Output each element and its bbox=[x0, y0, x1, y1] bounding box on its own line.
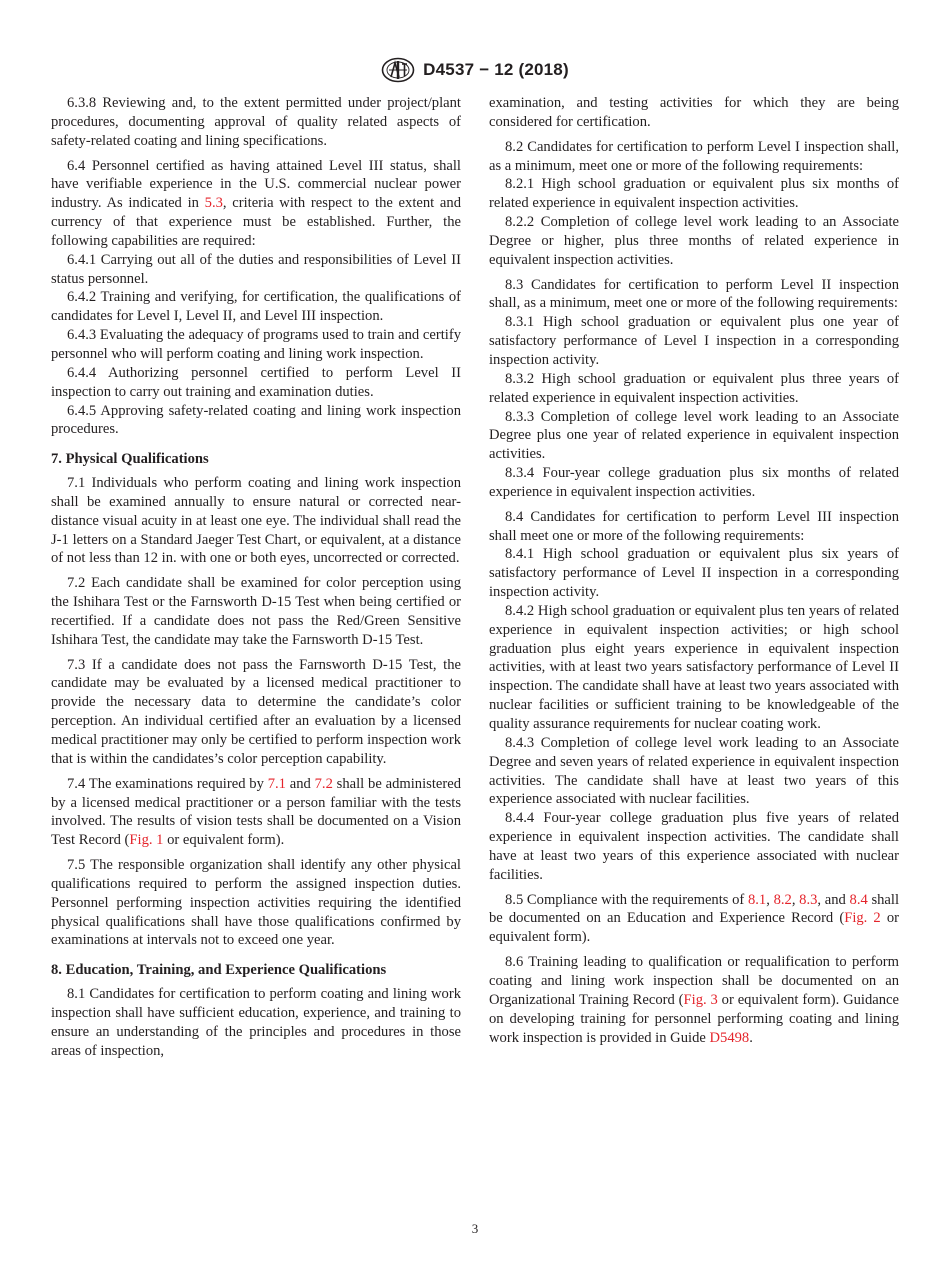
paragraph-8-4-4: 8.4.4 Four-year college graduation plus five years of related experience in equivalent inspection activities. The candidate shall have at least two years of this experience associated with nuclear facilities. bbox=[489, 810, 899, 883]
document-designation: D4537 − 12 (2018) bbox=[423, 60, 569, 79]
paragraph-8-1: 8.1 Candidates for certification to perform coating and lining work inspection shall have sufficient education, experience, and training to ensure an understanding of the principles and procedures in those areas of inspection, bbox=[51, 986, 461, 1059]
paragraph-8-4-2: 8.4.2 High school graduation or equivalent plus ten years of related experience in equivalent inspection activities; or high school graduation plus eight years experience in equivalent inspection activities, with at least two years satisfactory performance of Level II inspection. The candidate shall have at least two years associated with nuclear facilities or sufficient training to be knowledgeable of the quality assurance requirements for nuclear coating work. bbox=[489, 602, 899, 732]
right-column bbox=[489, 94, 899, 1047]
section-8-heading: 8. Education, Training, and Experience Qualifications bbox=[51, 962, 387, 979]
paragraph-8-3-1: 8.3.1 High school graduation or equivalent plus one year of satisfactory performance of Level I inspection in a corresponding inspection activity. bbox=[489, 314, 899, 368]
paragraph-8-5: 8.5 Compliance with the requirements of 8.1, 8.2, 8.3, and 8.4 shall be documented on an Education and Experience Record (Fig. 2 or equivalent form). bbox=[489, 891, 900, 946]
xref-fig-1-link[interactable]: Fig. 1 bbox=[129, 832, 164, 849]
paragraph-6-4-1: 6.4.1 Carrying out all of the duties and responsibilities of Level II status personnel. bbox=[51, 251, 461, 287]
paragraph-6-4: 6.4 Personnel certified as having attained Level III status, shall have verifiable experience in the U.S. commercial nuclear power industry. As indicated in 5.3, criteria with respect to the extent and currency of that experience must be established. Further, the following capabilities are required: bbox=[51, 157, 461, 249]
xref-d5498-link[interactable]: D5498 bbox=[709, 1029, 750, 1046]
paragraph-8-2-1: 8.2.1 High school graduation or equivalent plus six months of related experience in equivalent inspection activities. bbox=[489, 176, 899, 212]
xref-8-2-link[interactable]: 8.2 bbox=[773, 891, 792, 908]
paragraph-8-4: 8.4 Candidates for certification to perform Level III inspection shall meet one or more of the following requirements: bbox=[489, 508, 899, 544]
xref-5-3-link[interactable]: 5.3 bbox=[204, 195, 223, 212]
paragraph-6-4-2: 6.4.2 Training and verifying, for certification, the qualifications of candidates for Level I, Level II, and Level III inspection. bbox=[51, 289, 461, 325]
page-header bbox=[0, 56, 950, 84]
left-column bbox=[51, 94, 461, 1061]
section-7-heading: 7. Physical Qualifications bbox=[51, 451, 209, 468]
xref-7-2-link[interactable]: 7.2 bbox=[314, 775, 333, 792]
page-number: 3 bbox=[471, 1221, 479, 1236]
paragraph-6-4-5: 6.4.5 Approving safety-related coating and lining work inspection procedures. bbox=[51, 402, 461, 438]
paragraph-7-2: 7.2 Each candidate shall be examined for color perception using the Ishihara Test or the Farnsworth D-15 Test when being certified or recertified. If a candidate does not pass the Red/Green Sensitive Ishihara Test, the candidate may take the Farnsworth D-15 Test. bbox=[51, 575, 461, 648]
paragraph-6-4-4: 6.4.4 Authorizing personnel certified to perform Level II inspection to carry out training and examination duties. bbox=[51, 364, 461, 400]
paragraph-8-2-2: 8.2.2 Completion of college level work leading to an Associate Degree or higher, plus three months of related experience in equivalent inspection activities. bbox=[489, 214, 899, 268]
paragraph-8-6: 8.6 Training leading to qualification or requalification to perform coating and lining work inspection shall be documented on an Organizational Training Record (Fig. 3 or equivalent form). Guidance on developing training for personnel performing coating and lining work inspection is provided in Guide D5498. bbox=[489, 954, 900, 1046]
paragraph-8-2: 8.2 Candidates for certification to perform Level I inspection shall, as a minimum, meet one or more of the following requirements: bbox=[489, 138, 899, 174]
astm-logo-icon bbox=[381, 57, 415, 83]
paragraph-8-1-continued: examination, and testing activities for which they are being considered for certification. bbox=[489, 95, 899, 130]
xref-8-3-link[interactable]: 8.3 bbox=[799, 891, 818, 908]
paragraph-7-3: 7.3 If a candidate does not pass the Farnsworth D-15 Test, the candidate may be evaluated by a licensed medical practitioner to provide the necessary data to determine the candidate’s color perception. An individual certified after an evaluation by a licensed medical practitioner may only be certified to perform inspection work that is within the candidates’s color perception capability. bbox=[51, 656, 461, 767]
paragraph-6-4-3: 6.4.3 Evaluating the adequacy of programs used to train and certify personnel who will perform coating and lining work inspection. bbox=[51, 327, 461, 362]
xref-fig-2-link[interactable]: Fig. 2 bbox=[844, 910, 881, 927]
paragraph-8-3: 8.3 Candidates for certification to perform Level II inspection shall, as a minimum, meet one or more of the following requirements: bbox=[489, 276, 899, 312]
paragraph-8-4-3: 8.4.3 Completion of college level work leading to an Associate Degree and seven years of related experience in equivalent inspection activities. The candidate shall have at least two years of this experience associated with nuclear facilities. bbox=[489, 734, 899, 808]
xref-8-1-link[interactable]: 8.1 bbox=[747, 891, 767, 908]
xref-fig-3-link[interactable]: Fig. 3 bbox=[683, 991, 718, 1008]
paragraph-8-4-1: 8.4.1 High school graduation or equivalent plus six years of satisfactory performance of Level II inspection in a corresponding inspection activity. bbox=[489, 546, 899, 601]
paragraph-8-3-3: 8.3.3 Completion of college level work leading to an Associate Degree plus one year of related experience in equivalent inspection activities. bbox=[489, 408, 899, 463]
paragraph-7-1: 7.1 Individuals who perform coating and lining work inspection shall be examined annually to ensure natural or corrected near-distance visual acuity in at least one eye. The individual shall read the J-1 letters on a Standard Jaeger Test Chart, or equivalent, at a distance of not less than 12 in. with one or both eyes, uncorrected or corrected. bbox=[51, 475, 461, 567]
paragraph-6-3-8: 6.3.8 Reviewing and, to the extent permitted under project/plant procedures, documenting approval of quality related aspects of safety-related coating and lining specifications. bbox=[51, 95, 461, 149]
paragraph-7-5: 7.5 The responsible organization shall identify any other physical qualifications required to perform the assigned inspection duties. Personnel performing inspection activities requiring the identified physical qualifications shall have those qualifications confirmed by examinations at intervals not to exceed one year. bbox=[51, 857, 461, 949]
paragraph-7-4: 7.4 The examinations required by 7.1 and 7.2 shall be administered by a licensed medical practitioner or a person familiar with the tests involved. The results of vision tests shall be documented on a Vision Test Record (Fig. 1 or equivalent form). bbox=[51, 775, 461, 849]
xref-7-1-link[interactable]: 7.1 bbox=[267, 775, 286, 792]
paragraph-8-3-2: 8.3.2 High school graduation or equivalent plus three years of related experience in equivalent inspection activities. bbox=[489, 370, 899, 406]
xref-8-4-link[interactable]: 8.4 bbox=[849, 891, 868, 908]
paragraph-8-3-4: 8.3.4 Four-year college graduation plus six months of related experience in equivalent inspection activities. bbox=[489, 465, 899, 500]
